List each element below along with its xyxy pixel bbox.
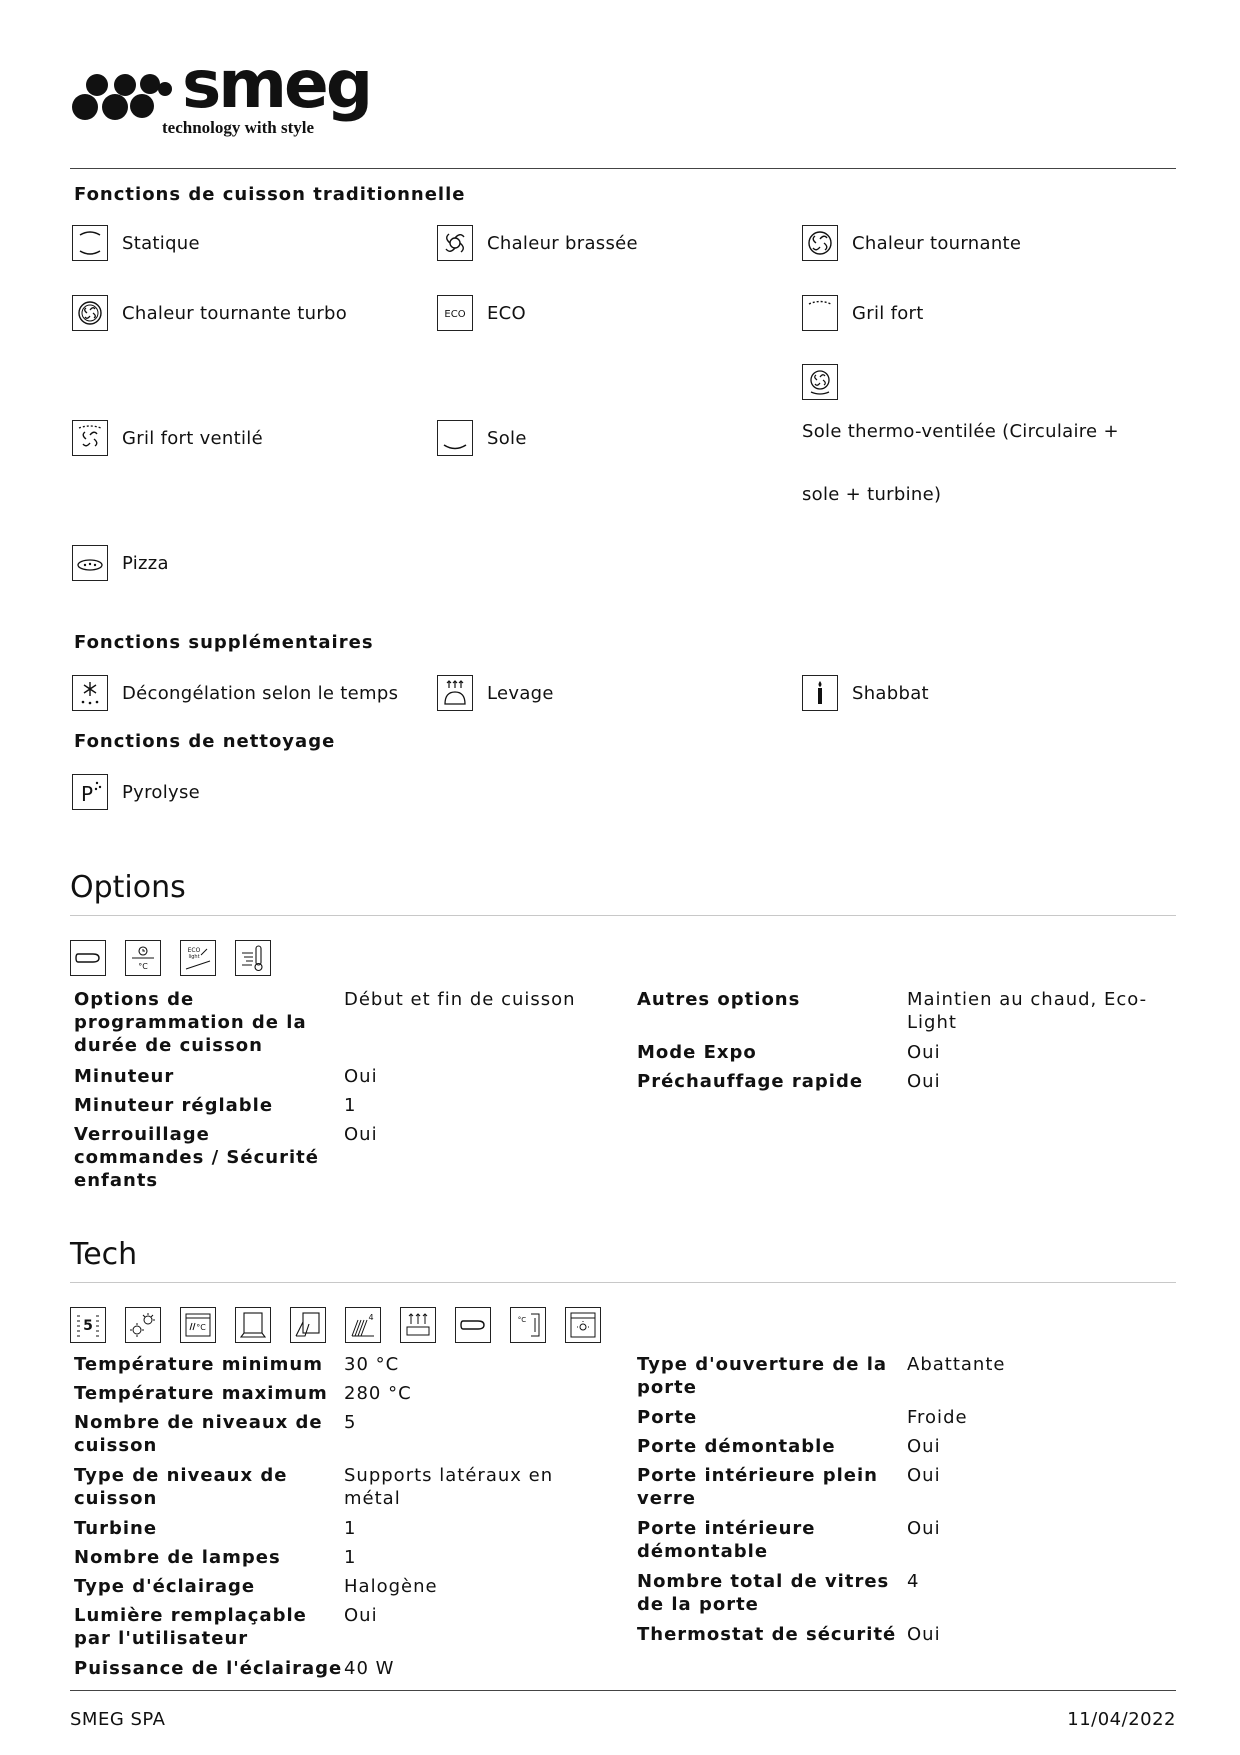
function-label: Chaleur brassée	[487, 232, 638, 254]
function-eco	[437, 293, 526, 333]
spec-value: 30 °C	[344, 1354, 400, 1375]
function-chaleur-brassee	[437, 223, 638, 263]
oven-light-icon	[565, 1307, 601, 1343]
knob-icon	[455, 1307, 491, 1343]
function-label: Chaleur tournante	[852, 232, 1022, 254]
timer-temp-icon	[125, 940, 161, 976]
spec-value: Oui	[907, 1436, 941, 1457]
turbo-fan-icon	[72, 295, 108, 331]
function-label: Chaleur tournante turbo	[122, 302, 348, 324]
function-gril-fort-ventile	[72, 418, 263, 458]
spec-value: Oui	[907, 1071, 941, 1092]
function-pyrolyse	[72, 772, 200, 812]
spec-value: 280 °C	[344, 1383, 412, 1404]
spec-value: Début et fin de cuisson	[344, 989, 576, 1010]
spec-key: Porte intérieure plein verre	[637, 1465, 878, 1509]
spec-value: Maintien au chaud, Eco-Light	[907, 989, 1148, 1033]
function-statique	[72, 223, 200, 263]
cold-door-icon	[235, 1307, 271, 1343]
fan-assisted-icon	[437, 225, 473, 261]
function-pizza	[72, 543, 169, 583]
spec-value: Abattante	[907, 1354, 1006, 1375]
header-divider	[70, 168, 1176, 169]
spec-key: Porte	[637, 1407, 698, 1428]
spec-value: Oui	[907, 1518, 941, 1539]
spec-key: Puissance de l'éclairage	[74, 1658, 343, 1679]
spec-key: Lumière remplaçable par l'utilisateur	[74, 1605, 307, 1649]
function-label: Pyrolyse	[122, 781, 201, 803]
spec-key: Porte intérieure démontable	[637, 1518, 816, 1562]
tech-divider	[70, 1282, 1176, 1283]
footer-divider	[70, 1690, 1176, 1691]
spec-value: 1	[344, 1547, 357, 1568]
function-chaleur-tournante-turbo	[72, 293, 347, 333]
spec-value: 1	[344, 1095, 357, 1116]
eco-light-icon	[180, 940, 216, 976]
function-label: Sole	[487, 427, 527, 449]
spec-key: Turbine	[74, 1518, 158, 1539]
footer-date: 11/04/2022	[1067, 1709, 1176, 1730]
spec-value: 1	[344, 1518, 357, 1539]
spec-key: Type d'ouverture de la porte	[637, 1354, 888, 1398]
spec-value: 5	[344, 1412, 357, 1433]
pizza-icon	[72, 545, 108, 581]
function-levage	[437, 673, 554, 713]
svg-text:ECO: ECO	[444, 309, 466, 320]
options-title: Options	[70, 870, 186, 905]
pyrolysis-icon	[72, 774, 108, 810]
options-divider	[70, 915, 1176, 916]
spec-value: 40 W	[344, 1658, 395, 1679]
function-label: Pizza	[122, 552, 169, 574]
spec-key: Minuteur	[74, 1066, 175, 1087]
spec-key: Température maximum	[74, 1383, 328, 1404]
logo-tagline: technology with style	[162, 118, 315, 137]
svg-text:5: 5	[83, 1318, 93, 1334]
spec-value: Oui	[344, 1066, 378, 1087]
function-shabbat	[802, 673, 929, 713]
sabbath-icon	[802, 675, 838, 711]
spec-value: Supports latéraux en métal	[344, 1465, 554, 1509]
svg-text:4: 4	[368, 1313, 374, 1322]
additional-functions-title: Fonctions supplémentaires	[74, 632, 374, 653]
function-label: Statique	[122, 232, 200, 254]
spec-value: Oui	[907, 1465, 941, 1486]
traditional-functions-title: Fonctions de cuisson traditionnelle	[74, 184, 466, 205]
svg-text:°C: °C	[138, 962, 148, 971]
spec-key: Nombre de lampes	[74, 1547, 281, 1568]
fan-grill-icon	[72, 420, 108, 456]
eco-icon	[437, 295, 473, 331]
spec-key: Porte démontable	[637, 1436, 836, 1457]
spec-key: Minuteur réglable	[74, 1095, 274, 1116]
function-label: Shabbat	[852, 682, 929, 704]
spec-value: Froide	[907, 1407, 968, 1428]
options-icon-row	[70, 940, 271, 976]
spec-key: Type d'éclairage	[74, 1576, 256, 1597]
spec-key: Options de programmation de la durée de cuisson	[74, 989, 307, 1056]
svg-text:°C: °C	[196, 1323, 206, 1332]
bottom-fan-icon	[802, 364, 838, 400]
function-label: Décongélation selon le temps	[122, 682, 399, 704]
tech-icon-row	[70, 1307, 601, 1343]
spec-value: Oui	[907, 1624, 941, 1645]
spec-value: 4	[907, 1571, 920, 1592]
spec-key: Autres options	[637, 989, 801, 1010]
spec-value: Oui	[344, 1605, 378, 1626]
rapid-preheat-icon	[235, 940, 271, 976]
spec-value: Oui	[344, 1124, 378, 1145]
function-sole-thermo-ventilee-icon-wrap	[802, 362, 838, 402]
side-racks-icon	[400, 1307, 436, 1343]
four-glass-icon	[345, 1307, 381, 1343]
function-label-sole-thermo-ventilee-cont: sole + turbine)	[802, 484, 942, 505]
defrost-icon	[72, 675, 108, 711]
spec-value: Oui	[907, 1042, 941, 1063]
spec-key: Type de niveaux de cuisson	[74, 1465, 288, 1509]
halogen-light-icon	[125, 1307, 161, 1343]
function-label: ECO	[487, 302, 527, 324]
logo-wordmark: smeg	[182, 46, 371, 123]
function-chaleur-tournante	[802, 223, 1021, 263]
svg-text:P: P	[80, 782, 94, 806]
spec-key: Thermostat de sécurité	[637, 1624, 897, 1645]
spec-key: Température minimum	[74, 1354, 323, 1375]
function-decongelation	[72, 673, 398, 713]
spec-key: Verrouillage commandes / Sécurité enfants	[74, 1124, 319, 1191]
spec-key: Mode Expo	[637, 1042, 757, 1063]
function-sole	[437, 418, 527, 458]
footer-company: SMEG SPA	[70, 1709, 166, 1730]
function-label: Levage	[487, 682, 554, 704]
spec-key: Préchauffage rapide	[637, 1071, 864, 1092]
svg-text:ECO: ECO	[187, 947, 201, 954]
tech-title: Tech	[70, 1237, 138, 1272]
function-label: Gril fort	[852, 302, 924, 324]
min-temp-icon	[180, 1307, 216, 1343]
grill-icon	[802, 295, 838, 331]
svg-text:°C: °C	[517, 1316, 527, 1324]
function-label: Gril fort ventilé	[122, 427, 263, 449]
circular-fan-icon	[802, 225, 838, 261]
function-gril-fort	[802, 293, 924, 333]
cleaning-functions-title: Fonctions de nettoyage	[74, 731, 336, 752]
smeg-logo	[72, 46, 392, 146]
function-label-sole-thermo-ventilee: Sole thermo-ventilée (Circulaire +	[802, 421, 1119, 442]
svg-text:light: light	[188, 954, 200, 960]
static-heat-icon	[72, 225, 108, 261]
bottom-heat-icon	[437, 420, 473, 456]
spec-key: Nombre total de vitres de la porte	[637, 1571, 890, 1615]
spec-value: Halogène	[344, 1576, 438, 1597]
spec-key: Nombre de niveaux de cuisson	[74, 1412, 323, 1456]
proving-icon	[437, 675, 473, 711]
five-levels-icon	[70, 1307, 106, 1343]
removable-door-icon	[290, 1307, 326, 1343]
safety-thermostat-icon	[510, 1307, 546, 1343]
knob-icon	[70, 940, 106, 976]
